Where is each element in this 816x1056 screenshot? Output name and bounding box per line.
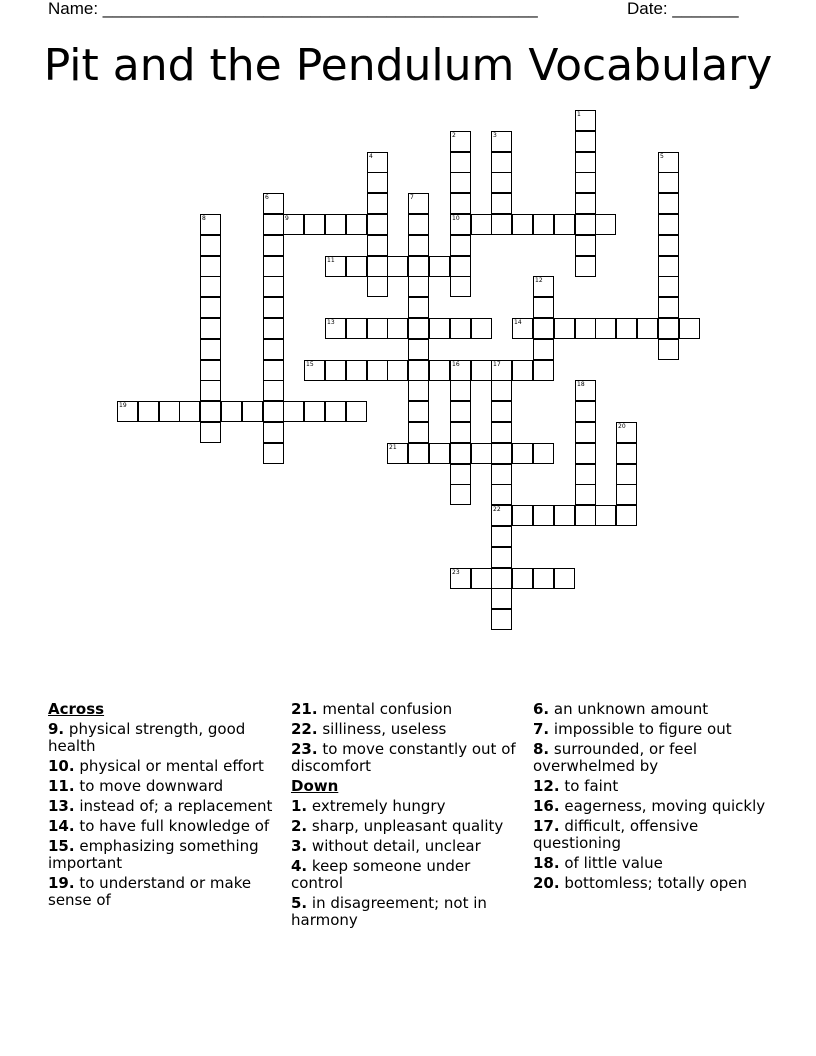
crossword-cell[interactable] xyxy=(325,214,346,235)
crossword-cell[interactable] xyxy=(471,214,492,235)
crossword-cell[interactable] xyxy=(491,588,512,609)
crossword-cell[interactable] xyxy=(408,193,429,214)
crossword-cell[interactable] xyxy=(512,443,533,464)
crossword-cell[interactable] xyxy=(533,297,554,318)
crossword-cell[interactable] xyxy=(575,256,596,277)
crossword-cell[interactable] xyxy=(450,568,471,589)
crossword-cell[interactable] xyxy=(367,276,388,297)
crossword-cell[interactable] xyxy=(450,193,471,214)
clue-column-3 xyxy=(533,701,773,895)
crossword-cell[interactable] xyxy=(200,214,221,235)
clue-number: 3 xyxy=(493,132,497,139)
crossword-cell[interactable] xyxy=(263,422,284,443)
clue-number: 2 xyxy=(452,132,456,139)
clue-number: 5 xyxy=(660,153,664,160)
crossword-cell[interactable] xyxy=(450,464,471,485)
crossword-cell[interactable] xyxy=(491,193,512,214)
crossword-cell[interactable] xyxy=(658,214,679,235)
crossword-cell[interactable] xyxy=(263,235,284,256)
crossword-cell[interactable] xyxy=(450,318,471,339)
crossword-cell[interactable] xyxy=(575,193,596,214)
crossword-cell[interactable] xyxy=(159,401,180,422)
crossword-cell[interactable] xyxy=(575,235,596,256)
crossword-cell[interactable] xyxy=(283,401,304,422)
clue-number: 12 xyxy=(535,277,543,284)
clue-across-14: 14. to have full knowledge of xyxy=(48,817,270,835)
crossword-cell[interactable] xyxy=(533,214,554,235)
crossword-cell[interactable] xyxy=(533,318,554,339)
clue-down-3: 3. without detail, unclear xyxy=(291,837,481,855)
crossword-cell[interactable] xyxy=(283,214,304,235)
clue-across-22: 22. silliness, useless xyxy=(291,720,447,738)
crossword-cell[interactable] xyxy=(658,297,679,318)
crossword-cell[interactable] xyxy=(429,443,450,464)
clue-down-6: 6. an unknown amount xyxy=(533,700,709,718)
clue-down-17: 17. difficult, offensive questioning xyxy=(533,817,699,852)
crossword-cell[interactable] xyxy=(387,256,408,277)
crossword-cell[interactable] xyxy=(575,152,596,173)
crossword-cell[interactable] xyxy=(533,339,554,360)
crossword-cell[interactable] xyxy=(491,214,512,235)
clue-down-16: 16. eagerness, moving quickly xyxy=(533,797,766,815)
clue-number: 14 xyxy=(514,319,522,326)
clue-number: 1 xyxy=(577,111,581,118)
clue-number: 4 xyxy=(369,153,373,160)
crossword-cell[interactable] xyxy=(491,131,512,152)
crossword-cell[interactable] xyxy=(263,256,284,277)
crossword-cell[interactable] xyxy=(200,360,221,381)
clue-down-5: 5. in disagreement; not in harmony xyxy=(291,894,487,929)
crossword-cell[interactable] xyxy=(658,339,679,360)
down-heading: Down xyxy=(291,777,339,795)
crossword-cell[interactable] xyxy=(408,297,429,318)
crossword-cell[interactable] xyxy=(450,172,471,193)
crossword-cell[interactable] xyxy=(616,422,637,443)
crossword-cell[interactable] xyxy=(450,256,471,277)
crossword-cell[interactable] xyxy=(471,568,492,589)
crossword-cell[interactable] xyxy=(450,131,471,152)
crossword-cell[interactable] xyxy=(346,318,367,339)
clue-number: 13 xyxy=(327,319,335,326)
crossword-cell[interactable] xyxy=(595,505,616,526)
crossword-cell[interactable] xyxy=(346,401,367,422)
crossword-cell[interactable] xyxy=(408,256,429,277)
crossword-cell[interactable] xyxy=(533,276,554,297)
crossword-cell[interactable] xyxy=(533,505,554,526)
crossword-cell[interactable] xyxy=(408,339,429,360)
crossword-cell[interactable] xyxy=(491,484,512,505)
clue-down-18: 18. of little value xyxy=(533,854,663,872)
crossword-cell[interactable] xyxy=(200,276,221,297)
name-field-label: Name: ______________________________________________ xyxy=(48,0,538,18)
clue-number: 22 xyxy=(493,506,501,513)
crossword-cell[interactable] xyxy=(200,339,221,360)
crossword-cell[interactable] xyxy=(200,297,221,318)
crossword-cell[interactable] xyxy=(575,401,596,422)
crossword-cell[interactable] xyxy=(450,484,471,505)
crossword-cell[interactable] xyxy=(491,609,512,630)
crossword-cell[interactable] xyxy=(658,318,679,339)
crossword-cell[interactable] xyxy=(263,297,284,318)
crossword-cell[interactable] xyxy=(325,360,346,381)
crossword-cell[interactable] xyxy=(512,568,533,589)
crossword-cell[interactable] xyxy=(450,152,471,173)
crossword-cell[interactable] xyxy=(575,380,596,401)
crossword-cell[interactable] xyxy=(616,464,637,485)
crossword-cell[interactable] xyxy=(325,401,346,422)
crossword-cell[interactable] xyxy=(200,318,221,339)
crossword-cell[interactable] xyxy=(491,547,512,568)
clue-number: 20 xyxy=(618,423,626,430)
clue-number: 18 xyxy=(577,381,585,388)
crossword-cell[interactable] xyxy=(408,235,429,256)
clue-across-21: 21. mental confusion xyxy=(291,700,453,718)
crossword-cell[interactable] xyxy=(221,401,242,422)
clue-across-19: 19. to understand or make sense of xyxy=(48,874,252,909)
crossword-cell[interactable] xyxy=(263,193,284,214)
crossword-cell[interactable] xyxy=(367,235,388,256)
crossword-cell[interactable] xyxy=(408,443,429,464)
crossword-cell[interactable] xyxy=(450,214,471,235)
crossword-cell[interactable] xyxy=(575,172,596,193)
crossword-cell[interactable] xyxy=(263,360,284,381)
crossword-cell[interactable] xyxy=(263,214,284,235)
crossword-cell[interactable] xyxy=(491,568,512,589)
crossword-cell[interactable] xyxy=(616,484,637,505)
clue-down-2: 2. sharp, unpleasant quality xyxy=(291,817,504,835)
crossword-cell[interactable] xyxy=(263,380,284,401)
crossword-cell[interactable] xyxy=(491,172,512,193)
crossword-cell[interactable] xyxy=(554,505,575,526)
clue-down-4: 4. keep someone under control xyxy=(291,857,471,892)
crossword-cell[interactable] xyxy=(658,256,679,277)
clue-down-8: 8. surrounded, or feel overwhelmed by xyxy=(533,740,698,775)
crossword-cell[interactable] xyxy=(658,235,679,256)
crossword-cell[interactable] xyxy=(367,214,388,235)
crossword-cell[interactable] xyxy=(325,256,346,277)
crossword-cell[interactable] xyxy=(429,318,450,339)
crossword-cell[interactable] xyxy=(595,318,616,339)
clue-number: 10 xyxy=(452,215,460,222)
crossword-cell[interactable] xyxy=(200,380,221,401)
crossword-cell[interactable] xyxy=(533,443,554,464)
across-heading: Across xyxy=(48,700,105,718)
crossword-cell[interactable] xyxy=(387,318,408,339)
crossword-cell[interactable] xyxy=(471,443,492,464)
crossword-cell[interactable] xyxy=(512,505,533,526)
crossword-cell[interactable] xyxy=(616,505,637,526)
crossword-cell[interactable] xyxy=(263,443,284,464)
crossword-cell[interactable] xyxy=(346,256,367,277)
clue-down-1: 1. extremely hungry xyxy=(291,797,446,815)
clue-across-15: 15. emphasizing something important xyxy=(48,837,259,872)
clue-down-12: 12. to faint xyxy=(533,777,619,795)
clue-column-2 xyxy=(291,701,521,932)
crossword-cell[interactable] xyxy=(575,464,596,485)
crossword-cell[interactable] xyxy=(304,360,325,381)
crossword-cell[interactable] xyxy=(367,193,388,214)
crossword-cell[interactable] xyxy=(491,401,512,422)
crossword-cell[interactable] xyxy=(408,360,429,381)
crossword-cell[interactable] xyxy=(117,401,138,422)
crossword-cell[interactable] xyxy=(554,318,575,339)
crossword-cell[interactable] xyxy=(533,568,554,589)
crossword-cell[interactable] xyxy=(408,422,429,443)
clue-across-13: 13. instead of; a replacement xyxy=(48,797,273,815)
clue-number: 16 xyxy=(452,361,460,368)
crossword-cell[interactable] xyxy=(200,256,221,277)
crossword-cell[interactable] xyxy=(658,276,679,297)
crossword-cell[interactable] xyxy=(242,401,263,422)
crossword-cell[interactable] xyxy=(429,256,450,277)
crossword-cell[interactable] xyxy=(200,422,221,443)
clue-number: 7 xyxy=(410,194,414,201)
clue-number: 23 xyxy=(452,569,460,576)
crossword-cell[interactable] xyxy=(491,380,512,401)
crossword-cell[interactable] xyxy=(450,360,471,381)
crossword-cell[interactable] xyxy=(200,401,221,422)
clue-down-20: 20. bottomless; totally open xyxy=(533,874,748,892)
crossword-cell[interactable] xyxy=(575,484,596,505)
page-title: Pit and the Pendulum Vocabulary xyxy=(43,40,773,91)
clue-across-11: 11. to move downward xyxy=(48,777,224,795)
clue-number: 21 xyxy=(389,444,397,451)
crossword-cell[interactable] xyxy=(491,505,512,526)
crossword-cell[interactable] xyxy=(471,318,492,339)
clue-number: 17 xyxy=(493,361,501,368)
crossword-cell[interactable] xyxy=(616,443,637,464)
crossword-cell[interactable] xyxy=(595,214,616,235)
crossword-cell[interactable] xyxy=(304,401,325,422)
crossword-cell[interactable] xyxy=(512,360,533,381)
crossword-cell[interactable] xyxy=(263,318,284,339)
crossword-cell[interactable] xyxy=(304,214,325,235)
crossword-cell[interactable] xyxy=(616,318,637,339)
crossword-cell[interactable] xyxy=(450,443,471,464)
crossword-cell[interactable] xyxy=(575,131,596,152)
clue-across-10: 10. physical or mental effort xyxy=(48,757,264,775)
crossword-cell[interactable] xyxy=(367,256,388,277)
crossword-cell[interactable] xyxy=(346,360,367,381)
crossword-cell[interactable] xyxy=(408,318,429,339)
crossword-cell[interactable] xyxy=(575,214,596,235)
crossword-cell[interactable] xyxy=(575,318,596,339)
clue-column-1 xyxy=(48,701,278,912)
crossword-cell[interactable] xyxy=(658,193,679,214)
crossword-cell[interactable] xyxy=(471,360,492,381)
crossword-cell[interactable] xyxy=(429,360,450,381)
crossword-cell[interactable] xyxy=(658,172,679,193)
crossword-cell[interactable] xyxy=(263,339,284,360)
clue-across-9: 9. physical strength, good health xyxy=(48,720,246,755)
crossword-cell[interactable] xyxy=(367,172,388,193)
clue-number: 9 xyxy=(285,215,289,222)
crossword-cell[interactable] xyxy=(554,214,575,235)
crossword-cell[interactable] xyxy=(491,464,512,485)
crossword-cell[interactable] xyxy=(491,152,512,173)
crossword-cell[interactable] xyxy=(637,318,658,339)
crossword-cell[interactable] xyxy=(408,401,429,422)
clue-across-23: 23. to move constantly out of discomfort xyxy=(291,740,516,775)
crossword-cell[interactable] xyxy=(450,380,471,401)
crossword-cell[interactable] xyxy=(450,235,471,256)
crossword-cell[interactable] xyxy=(491,422,512,443)
crossword-cell[interactable] xyxy=(263,401,284,422)
crossword-cell[interactable] xyxy=(179,401,200,422)
clue-number: 15 xyxy=(306,361,314,368)
crossword-cell[interactable] xyxy=(325,318,346,339)
crossword-cell[interactable] xyxy=(138,401,159,422)
crossword-cell[interactable] xyxy=(554,568,575,589)
crossword-cell[interactable] xyxy=(346,214,367,235)
crossword-cell[interactable] xyxy=(533,360,554,381)
clue-number: 11 xyxy=(327,257,335,264)
crossword-cell[interactable] xyxy=(575,110,596,131)
crossword-cell[interactable] xyxy=(408,276,429,297)
crossword-cell[interactable] xyxy=(512,214,533,235)
crossword-cell[interactable] xyxy=(450,401,471,422)
crossword-cell[interactable] xyxy=(367,318,388,339)
crossword-cell[interactable] xyxy=(263,276,284,297)
crossword-cell[interactable] xyxy=(512,318,533,339)
crossword-cell[interactable] xyxy=(575,505,596,526)
date-field-label: Date: _______ xyxy=(627,0,739,18)
clue-number: 8 xyxy=(202,215,206,222)
crossword-cell[interactable] xyxy=(408,214,429,235)
crossword-cell[interactable] xyxy=(387,443,408,464)
crossword-cell[interactable] xyxy=(575,443,596,464)
crossword-cell[interactable] xyxy=(491,526,512,547)
crossword-cell[interactable] xyxy=(200,235,221,256)
crossword-cell[interactable] xyxy=(575,422,596,443)
clue-number: 6 xyxy=(265,194,269,201)
crossword-cell[interactable] xyxy=(367,360,388,381)
clue-down-7: 7. impossible to figure out xyxy=(533,720,732,738)
crossword-cell[interactable] xyxy=(491,443,512,464)
crossword-cell[interactable] xyxy=(367,152,388,173)
crossword-cell[interactable] xyxy=(450,422,471,443)
clue-number: 19 xyxy=(119,402,127,409)
crossword-cell[interactable] xyxy=(679,318,700,339)
crossword-cell[interactable] xyxy=(387,360,408,381)
crossword-cell[interactable] xyxy=(491,360,512,381)
crossword-cell[interactable] xyxy=(408,380,429,401)
crossword-cell[interactable] xyxy=(658,152,679,173)
crossword-cell[interactable] xyxy=(450,276,471,297)
